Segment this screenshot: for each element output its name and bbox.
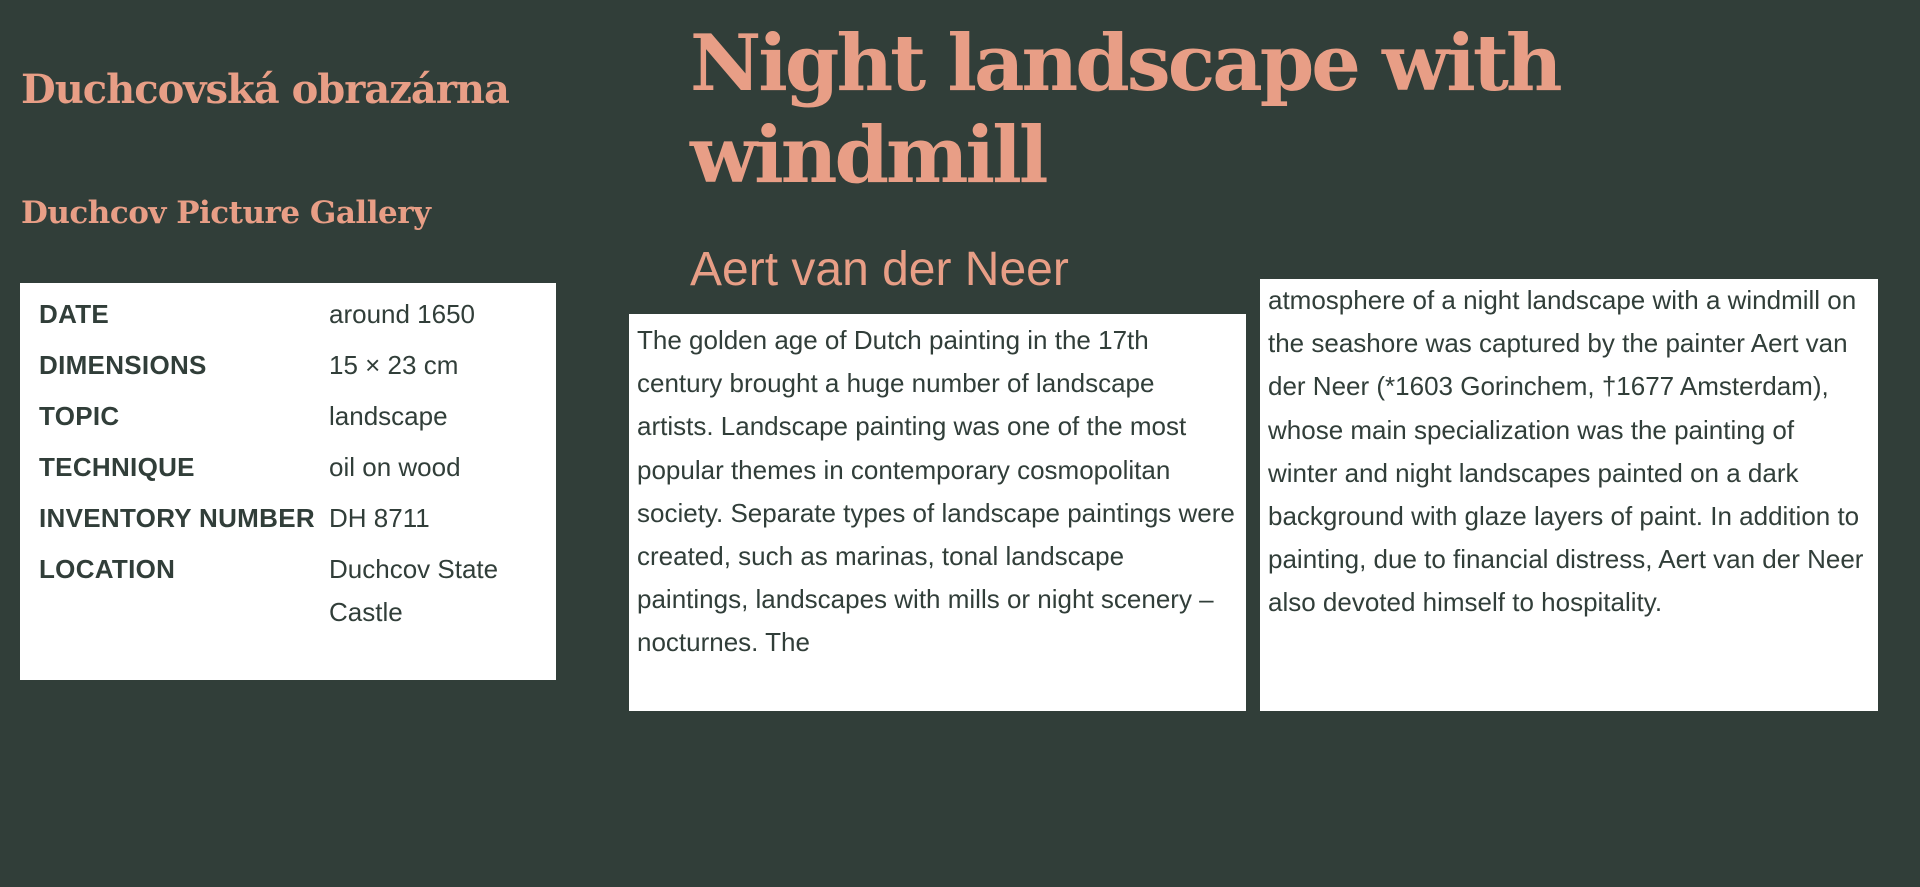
detail-value: around 1650 <box>329 299 476 329</box>
description-text: The golden age of Dutch painting in the 17th century brought a huge number of landscape artists. Landscape painting was one of the most popular themes in contemporary cosmopolitan society. Separate types of landscape paintings were created, such as marinas, tonal landscape paintings, landscapes with mills or night scenery – nocturnes. The <box>637 325 1235 658</box>
description-column-1 <box>629 314 1246 711</box>
detail-label: TOPIC <box>39 401 120 431</box>
detail-label: DATE <box>39 299 110 329</box>
detail-row-inventory-number <box>39 497 556 540</box>
detail-value: Duchcov State Castle <box>329 554 499 627</box>
detail-row-dimensions <box>39 344 556 387</box>
description-column-2 <box>1260 279 1878 711</box>
detail-label: INVENTORY NUMBER <box>39 503 315 533</box>
detail-row-date <box>39 293 556 336</box>
artist-name: Aert van der Neer <box>690 243 1069 296</box>
artwork-details-card <box>20 283 556 680</box>
detail-label: DIMENSIONS <box>39 350 207 380</box>
detail-value: oil on wood <box>329 452 461 482</box>
description-text: atmosphere of a night landscape with a windmill on the seashore was captured by the painter Aert van der Neer (*1603 Gorinchem, †1677 Amsterdam), whose main specialization was the painting of winter and night landscapes painted on a dark background with glaze layers of paint. In addition to painting, due to financial distress, Aert van der Neer also devoted himself to hospitality. <box>1268 285 1864 618</box>
gallery-name: Duchcovská obrazárna <box>21 66 509 113</box>
gallery-subtitle: Duchcov Picture Gallery <box>21 195 431 231</box>
detail-value: 15 × 23 cm <box>329 350 459 380</box>
detail-label: TECHNIQUE <box>39 452 195 482</box>
detail-row-location <box>39 548 556 634</box>
detail-row-technique <box>39 446 556 489</box>
detail-value: DH 8711 <box>329 503 430 533</box>
detail-value: landscape <box>329 401 448 431</box>
detail-label: LOCATION <box>39 554 176 584</box>
detail-row-topic <box>39 395 556 438</box>
artwork-title: Night landscape with windmill <box>690 18 1560 201</box>
